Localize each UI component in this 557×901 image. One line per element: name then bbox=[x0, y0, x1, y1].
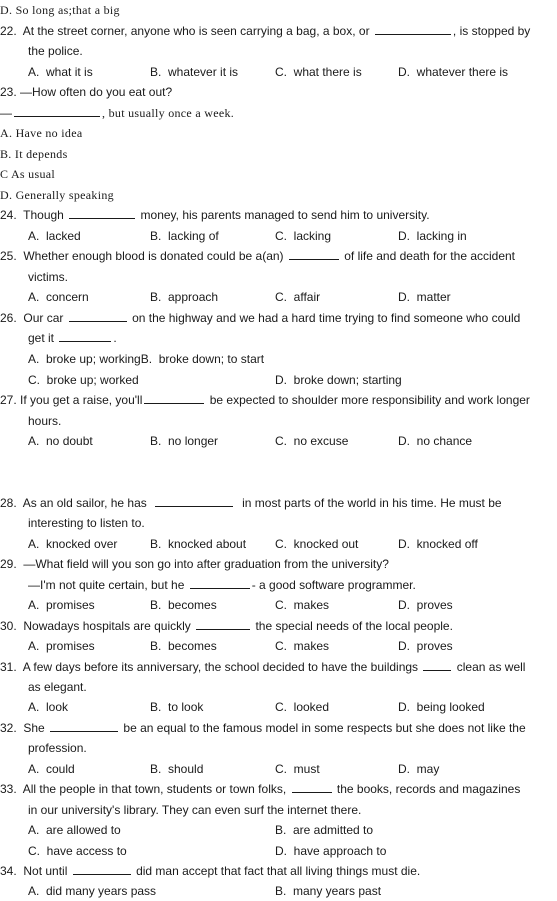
q28-option-c: C. knocked out bbox=[275, 537, 359, 551]
q33-number: 33. bbox=[0, 782, 17, 796]
q26-option-d: D. broke down; starting bbox=[275, 373, 402, 387]
q34-option-b: B. many years past bbox=[275, 884, 382, 898]
q32-stem-line2: profession. bbox=[28, 741, 87, 755]
q29-blank bbox=[190, 576, 250, 589]
q22-number: 22. bbox=[0, 24, 17, 38]
q23-blank bbox=[14, 104, 100, 117]
q31-option-b: B. to look bbox=[150, 700, 204, 714]
q32-number: 32. bbox=[0, 721, 17, 735]
q31-option-c: C. looked bbox=[275, 700, 330, 714]
q27-stem-b: be expected to shoulder more responsibility and work longer bbox=[209, 393, 530, 407]
q22-stem-line2: the police. bbox=[28, 44, 83, 58]
q26-stem-line1 bbox=[0, 308, 520, 328]
q26-stem-d: . bbox=[113, 331, 117, 345]
q22-stem-a: At the street corner, anyone who is seen carrying a bag, a box, or bbox=[22, 24, 370, 38]
q31-stem-line1 bbox=[0, 657, 525, 677]
q32-stem-b: be an equal to the famous model in some respects but she does not like the bbox=[123, 721, 526, 735]
q23-stem-b: — bbox=[0, 106, 12, 120]
q27-option-c: C. no excuse bbox=[275, 434, 349, 448]
q30-stem-a: Nowadays hospitals are quickly bbox=[23, 619, 191, 633]
q24-stem-line1 bbox=[0, 205, 430, 225]
q30-option-d: D. proves bbox=[398, 639, 453, 653]
q29-option-b: B. becomes bbox=[150, 598, 217, 612]
q25-stem-line2: victims. bbox=[28, 270, 68, 284]
q28-option-a: A. knocked over bbox=[28, 537, 118, 551]
q28-blank bbox=[155, 494, 233, 507]
q34-blank bbox=[73, 862, 131, 875]
q24-option-a: A. lacked bbox=[28, 229, 81, 243]
q34-number: 34. bbox=[0, 864, 17, 878]
q29-stem-line1 bbox=[0, 554, 389, 574]
q25-option-c: C. affair bbox=[275, 290, 321, 304]
q23-stem-a: —How often do you eat out? bbox=[20, 85, 173, 99]
q33-blank bbox=[292, 780, 332, 793]
q32-option-a: A. could bbox=[28, 762, 75, 776]
q24-option-b: B. lacking of bbox=[150, 229, 219, 243]
q25-stem-line1 bbox=[0, 246, 515, 266]
q23-option-d: D. Generally speaking bbox=[0, 188, 114, 202]
q27-stem-line2: hours. bbox=[28, 414, 62, 428]
q28-stem-line1 bbox=[0, 493, 502, 513]
q26-option-a-b: A. broke up; workingB. broke down; to start bbox=[28, 352, 265, 366]
q26-stem-a: Our car bbox=[23, 311, 64, 325]
q26-stem-b: on the highway and we had a hard time trying to find someone who could bbox=[132, 311, 521, 325]
q34-stem-line1 bbox=[0, 861, 420, 881]
q28-number: 28. bbox=[0, 496, 17, 510]
q22-option-a: A. what it is bbox=[28, 65, 93, 79]
q33-option-a: A. are allowed to bbox=[28, 823, 121, 837]
q33-option-d: D. have approach to bbox=[275, 844, 387, 858]
q24-stem-a: Though bbox=[23, 208, 64, 222]
q23-option-a: A. Have no idea bbox=[0, 126, 83, 140]
q33-stem-line2: in our university's library. They can even surf the internet there. bbox=[28, 803, 362, 817]
q33-stem-b: the books, records and magazines bbox=[336, 782, 521, 796]
q24-option-c: C. lacking bbox=[275, 229, 332, 243]
q33-option-b: B. are admitted to bbox=[275, 823, 374, 837]
q28-stem-line2: interesting to listen to. bbox=[28, 516, 145, 530]
q30-stem-line1 bbox=[0, 616, 453, 636]
q30-option-b: B. becomes bbox=[150, 639, 217, 653]
q33-stem-line1 bbox=[0, 779, 520, 799]
q34-stem-a: Not until bbox=[23, 864, 68, 878]
q30-blank bbox=[196, 617, 250, 630]
q24-stem-b: money, his parents managed to send him to university. bbox=[140, 208, 430, 222]
q34-stem-b: did man accept that fact that all living things must die. bbox=[136, 864, 421, 878]
q27-option-a: A. no doubt bbox=[28, 434, 93, 448]
q31-option-a: A. look bbox=[28, 700, 69, 714]
q30-option-c: C. makes bbox=[275, 639, 330, 653]
q30-stem-b: the special needs of the local people. bbox=[255, 619, 453, 633]
q25-stem-b: of life and death for the accident bbox=[344, 249, 516, 263]
q28-option-d: D. knocked off bbox=[398, 537, 478, 551]
q21-option-d: D. So long as;that a big bbox=[0, 3, 120, 17]
q32-stem-line1 bbox=[0, 718, 526, 738]
q29-option-c: C. makes bbox=[275, 598, 330, 612]
q23-option-c: C As usual bbox=[0, 167, 56, 181]
q22-option-b: B. whatever it is bbox=[150, 65, 239, 79]
q29-number: 29. bbox=[0, 557, 17, 571]
q25-stem-a: Whether enough blood is donated could be a(an) bbox=[23, 249, 284, 263]
q30-option-a: A. promises bbox=[28, 639, 95, 653]
q27-stem-a: If you get a raise, you'll bbox=[20, 393, 143, 407]
q34-option-a: A. did many years pass bbox=[28, 884, 157, 898]
q26-option-c: C. broke up; worked bbox=[28, 373, 139, 387]
q23-stem-line1 bbox=[0, 82, 172, 102]
q29-option-a: A. promises bbox=[28, 598, 95, 612]
q29-option-d: D. proves bbox=[398, 598, 453, 612]
q29-stem-line2 bbox=[28, 575, 416, 595]
q25-number: 25. bbox=[0, 249, 17, 263]
q33-option-c: C. have access to bbox=[28, 844, 127, 858]
q28-option-b: B. knocked about bbox=[150, 537, 247, 551]
q27-number: 27. bbox=[0, 393, 17, 407]
q27-blank bbox=[144, 391, 204, 404]
q31-blank bbox=[423, 658, 451, 671]
q29-stem-b: —I'm not quite certain, but he bbox=[28, 578, 185, 592]
q33-stem-a: All the people in that town, students or town folks, bbox=[22, 782, 287, 796]
q31-stem-b: clean as well bbox=[456, 660, 526, 674]
q26-number: 26. bbox=[0, 311, 17, 325]
q32-option-b: B. should bbox=[150, 762, 204, 776]
q23-stem-line2 bbox=[0, 103, 234, 123]
q32-option-d: D. may bbox=[398, 762, 440, 776]
q26-stem-line2 bbox=[28, 328, 117, 348]
q25-blank bbox=[289, 247, 339, 260]
q30-number: 30. bbox=[0, 619, 17, 633]
q25-option-a: A. concern bbox=[28, 290, 89, 304]
q27-stem-line1 bbox=[0, 390, 530, 410]
q31-stem-a: A few days before its anniversary, the school decided to have the buildings bbox=[22, 660, 419, 674]
q23-stem-c: , but usually once a week. bbox=[102, 106, 235, 120]
q24-option-d: D. lacking in bbox=[398, 229, 467, 243]
q22-option-d: D. whatever there is bbox=[398, 65, 509, 79]
q31-stem-line2: as elegant. bbox=[28, 680, 87, 694]
q24-number: 24. bbox=[0, 208, 17, 222]
q22-option-c: C. what there is bbox=[275, 65, 362, 79]
q27-option-d: D. no chance bbox=[398, 434, 473, 448]
q23-option-b: B. It depends bbox=[0, 147, 68, 161]
q27-option-b: B. no longer bbox=[150, 434, 219, 448]
q26-stem-c: get it bbox=[28, 331, 55, 345]
q24-blank bbox=[69, 206, 135, 219]
q26-blank-2 bbox=[59, 329, 111, 342]
q22-stem-b: , is stopped by bbox=[452, 24, 531, 38]
q29-stem-a: —What field will you son go into after graduation from the university? bbox=[23, 557, 389, 571]
q31-number: 31. bbox=[0, 660, 17, 674]
q32-stem-a: She bbox=[23, 721, 45, 735]
q22-blank bbox=[375, 22, 451, 35]
q28-stem-b: in most parts of the world in his time. He must be bbox=[242, 496, 502, 510]
q22-stem-line1 bbox=[0, 21, 530, 41]
q32-blank bbox=[50, 719, 118, 732]
q31-option-d: D. being looked bbox=[398, 700, 485, 714]
q28-stem-a: As an old sailor, he has bbox=[22, 496, 147, 510]
q25-option-d: D. matter bbox=[398, 290, 451, 304]
q25-option-b: B. approach bbox=[150, 290, 219, 304]
q29-stem-c: - a good software programmer. bbox=[251, 578, 416, 592]
q26-blank-1 bbox=[69, 309, 127, 322]
q32-option-c: C. must bbox=[275, 762, 320, 776]
q23-number: 23. bbox=[0, 85, 17, 99]
